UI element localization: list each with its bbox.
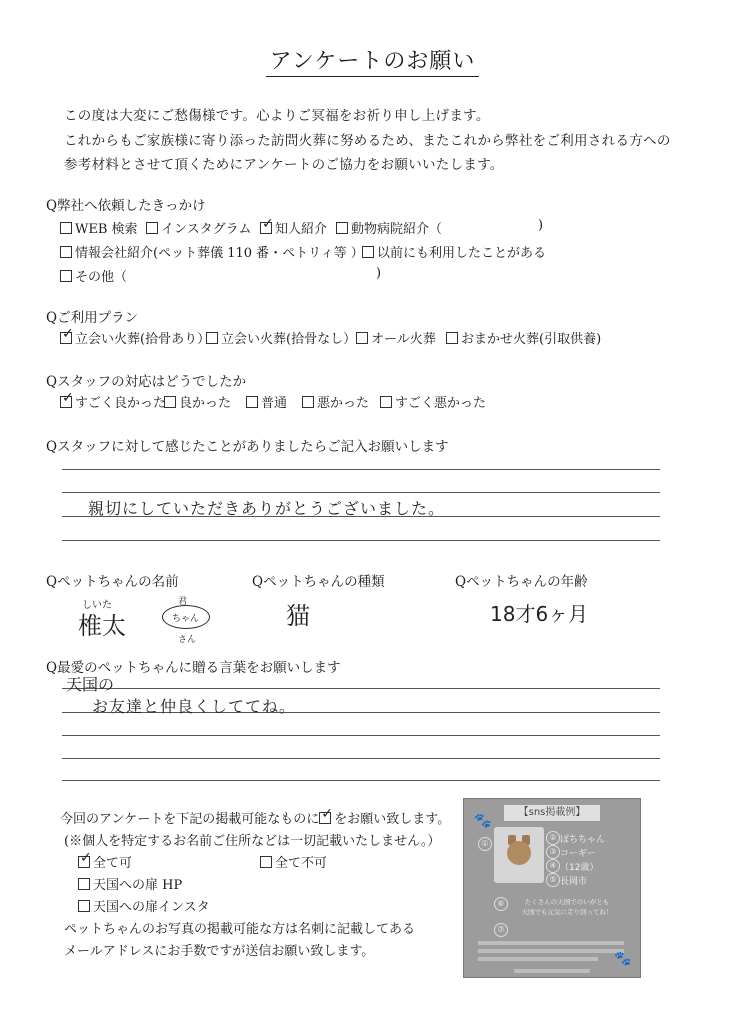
q1-opt-web[interactable]: WEB 検索	[60, 218, 138, 237]
num-1: ①	[478, 837, 492, 851]
sns-item-breed: コーギー	[560, 849, 597, 859]
answer-line	[62, 688, 660, 689]
checkbox-icon[interactable]	[356, 332, 368, 344]
checkbox-icon[interactable]	[446, 332, 458, 344]
num-4: ④	[546, 859, 560, 873]
checkbox-icon[interactable]	[246, 396, 258, 408]
checkbox-checked-icon[interactable]: ✓	[62, 326, 74, 342]
honorific-chan: ちゃん	[172, 614, 200, 624]
sns-item-city: 長岡市	[560, 877, 588, 887]
q4-label: Qスタッフに対して感じたことがありましたらご記入お願いします	[46, 439, 449, 455]
q4-answer[interactable]: 親切にしていただきありがとうございました。	[88, 499, 446, 518]
sns-example-panel	[463, 798, 641, 978]
q2-opt-1[interactable]: ✓ 立会い火葬(拾骨あり）	[62, 326, 211, 347]
q3-opt-1[interactable]: ✓ すごく良かった	[62, 390, 167, 411]
consent-opt-hp[interactable]: 天国への扉 HP	[78, 874, 182, 893]
q2-opt-2[interactable]: 立会い火葬(拾骨なし）	[206, 328, 356, 347]
paw-icon: 🐾	[614, 951, 632, 967]
q3-label: Qスタッフの対応はどうでしたか	[46, 374, 247, 390]
q6-answer-line-1[interactable]: 天国の	[66, 675, 115, 694]
checkbox-icon[interactable]	[60, 270, 72, 282]
checkbox-icon[interactable]	[60, 222, 72, 234]
checkbox-icon[interactable]	[302, 396, 314, 408]
consent-opt-insta[interactable]: 天国への扉インスタ	[78, 896, 210, 915]
q5-type-label: Qペットちゃんの種類	[252, 574, 385, 590]
consent-line-1: 今回のアンケートを下記の掲載可能なものに ✓ をお願い致します。	[60, 806, 451, 827]
checkbox-checked-icon[interactable]: ✓	[62, 390, 74, 406]
checkbox-icon[interactable]	[164, 396, 176, 408]
answer-line	[62, 780, 660, 781]
answer-line	[62, 469, 660, 470]
checkbox-icon[interactable]	[380, 396, 392, 408]
q6-label: Q最愛のペットちゃんに贈る言葉をお願いします	[46, 660, 341, 676]
num-7: ⑦	[494, 923, 508, 937]
consent-line-3: ペットちゃんのお写真の掲載可能な方は名刺に記載してある	[64, 922, 416, 937]
pet-name[interactable]: 椎太	[78, 612, 126, 640]
checkbox-icon[interactable]	[146, 222, 158, 234]
consent-opt-all-ok[interactable]: ✓ 全て可	[80, 850, 133, 871]
q3-opt-3[interactable]: 普通	[246, 392, 287, 411]
sns-footer-bar	[514, 969, 590, 973]
q1-vet-close: )	[538, 218, 544, 233]
q1-other-close: )	[376, 266, 382, 281]
honorific-san: さん	[178, 635, 197, 645]
checkbox-icon[interactable]	[60, 246, 72, 258]
paw-icon: 🐾	[474, 813, 492, 829]
q2-opt-4[interactable]: おまかせ火葬(引取供養)	[446, 328, 601, 347]
intro-line-3: 参考材料とさせて頂くためにアンケートのご協力をお願いいたします。	[64, 157, 504, 173]
pet-type[interactable]: 猫	[286, 602, 310, 630]
answer-line	[62, 735, 660, 736]
q1-opt-repeat[interactable]: 以前にも利用したことがある	[362, 242, 546, 261]
checkbox-checked-icon[interactable]: ✓	[80, 850, 92, 866]
sns-text-bar	[478, 957, 598, 961]
answer-line	[62, 492, 660, 493]
q5-age-label: Qペットちゃんの年齢	[455, 574, 588, 590]
page-title: アンケートのお願い	[0, 44, 745, 75]
q1-label: Q弊社へ依頼したきっかけ	[46, 198, 206, 214]
num-5: ⑤	[546, 873, 560, 887]
q2-opt-3[interactable]: オール火葬	[356, 328, 436, 347]
sns-text-bar	[478, 949, 624, 953]
q3-opt-4[interactable]: 悪かった	[302, 392, 369, 411]
consent-opt-all-ng[interactable]: 全て不可	[260, 852, 327, 871]
sns-text-bar	[478, 941, 624, 945]
sns-msg-1: たくさんの天国でのいがとも	[524, 898, 610, 906]
checkbox-icon[interactable]	[336, 222, 348, 234]
q6-answer-line-2[interactable]: お友達と仲良くしててね。	[92, 697, 297, 716]
answer-line	[62, 758, 660, 759]
checkbox-icon[interactable]	[362, 246, 374, 258]
sns-item-age: （12歳）	[560, 863, 599, 873]
checkbox-icon[interactable]	[78, 878, 90, 890]
q1-opt-friend[interactable]: ✓ 知人紹介	[262, 216, 328, 237]
q2-label: Qご利用プラン	[46, 310, 139, 326]
q1-opt-vet[interactable]: 動物病院紹介（	[336, 218, 442, 237]
checkbox-icon[interactable]	[78, 900, 90, 912]
consent-line-4: メールアドレスにお手数ですが送信お願い致します。	[64, 944, 375, 959]
q5-name-label: Qペットちゃんの名前	[46, 574, 179, 590]
consent-line-2: (※個人を特定するお名前ご住所などは一切記載いたしません。）	[64, 834, 441, 849]
sns-panel-title: 【sns掲載例】	[504, 805, 600, 821]
q1-opt-other[interactable]: その他（	[60, 266, 127, 285]
pet-name-furigana: しいた	[82, 600, 112, 611]
checkbox-checked-icon[interactable]: ✓	[262, 216, 274, 232]
q1-opt-insta[interactable]: インスタグラム	[146, 218, 251, 237]
q3-opt-5[interactable]: すごく悪かった	[380, 392, 486, 411]
sns-msg-2: 天国でも元気に走り回ってね！	[521, 908, 613, 916]
dog-photo	[494, 827, 544, 883]
num-6: ⑥	[494, 897, 508, 911]
checkbox-checked-icon: ✓	[321, 806, 333, 822]
honorific-kun: 君	[178, 597, 188, 607]
sns-item-name: ぽちちゃん	[560, 835, 606, 845]
num-3: ③	[546, 845, 560, 859]
q3-opt-2[interactable]: 良かった	[164, 392, 231, 411]
checkbox-icon[interactable]	[260, 856, 272, 868]
answer-line	[62, 540, 660, 541]
q1-opt-info[interactable]: 情報会社紹介(ペット葬儀 110 番・ペトリィ等 ）	[60, 242, 364, 261]
pet-age[interactable]: 18才6ヶ月	[490, 602, 589, 626]
num-2: ②	[546, 831, 560, 845]
checkbox-icon[interactable]	[206, 332, 218, 344]
intro-line-2: これからもご家族様に寄り添った訪問火葬に努めるため、またこれから弊社をご利用される方への	[64, 133, 671, 149]
intro-line-1: この度は大変にご愁傷様です。心よりご冥福をお祈り申し上げます。	[64, 108, 490, 124]
